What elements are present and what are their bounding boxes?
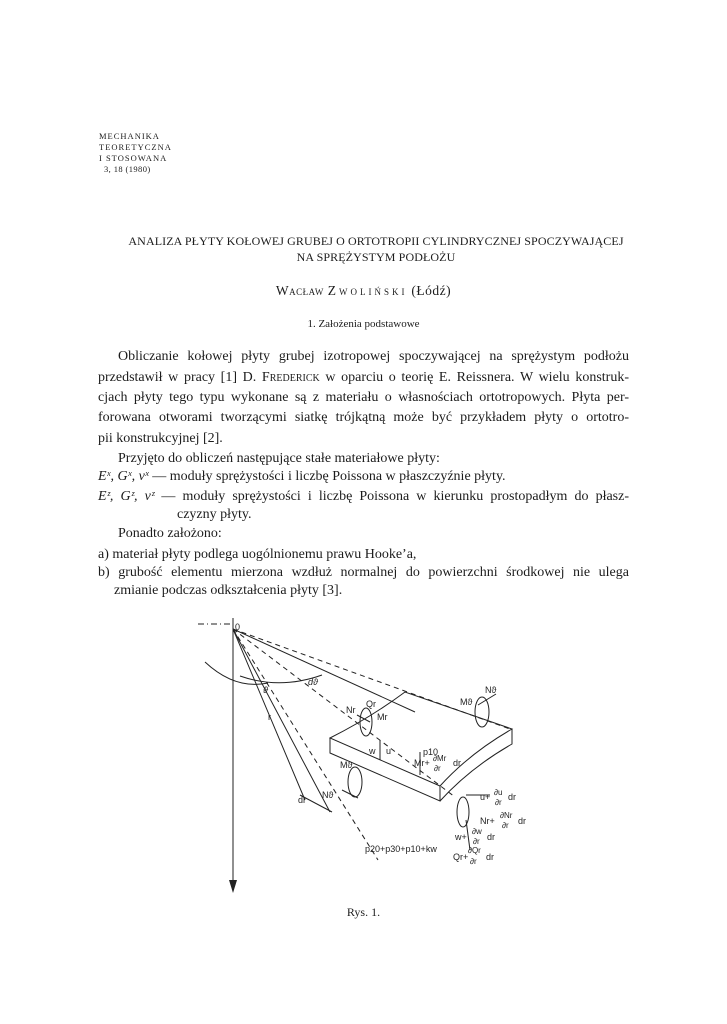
fig-dmr-den-label: ∂r <box>434 764 441 773</box>
fig-r-label: r <box>268 712 271 722</box>
title-line-1: ANALIZA PŁYTY KOŁOWEJ GRUBEJ O ORTOTROPII CYLINDRYCZNEJ SPOCZYWAJĄCEJ <box>128 234 624 248</box>
p1-l2-a: przedstawił w pracy [1] D. <box>98 370 262 385</box>
force-nr <box>357 715 370 722</box>
fig-mr-plus-label: Mr+ <box>414 758 430 768</box>
fig-du-label: ∂u <box>494 788 503 797</box>
author-last-name: Zwoliński <box>327 283 408 298</box>
fig-nt-right-label: Nϑ <box>485 685 497 695</box>
paragraph-1-line-5: pii konstrukcyjnej [2]. <box>98 431 223 446</box>
fig-dnr-den-label: ∂r <box>502 821 509 830</box>
moment-mt-left-loop <box>348 767 362 797</box>
definition-2-cont: czyzny płyty. <box>177 507 252 522</box>
fig-dqr-den-label: ∂r <box>470 857 477 866</box>
fig-theta-label: ϑ <box>263 685 268 695</box>
fig-dqr-suffix: dr <box>486 852 495 862</box>
fig-du-suffix: dr <box>508 792 517 802</box>
cited-author: Frederick <box>261 370 320 385</box>
paragraph-1-line-4: forowana otworami tworzącymi siatkę trójkątną może być przykładem płyty o ortotro- <box>98 410 629 425</box>
paragraph-1-line-1: Obliczanie kołowej płyty grubej izotropowej spoczywającej na sprężystym podłożu <box>118 349 629 364</box>
section-heading: 1. Założenia podstawowe <box>307 318 420 330</box>
paragraph-2: Przyjęto do obliczeń następujące stałe materiałowe płyty: <box>118 451 440 466</box>
list-item-b-line-2: zmianie podczas odkształcenia płyty [3]. <box>114 583 343 598</box>
fig-dmr-suffix: dr <box>453 758 462 768</box>
fig-nr-label: Nr <box>346 705 356 715</box>
fig-w-plus-label: w+ <box>455 832 467 842</box>
def2-text: — moduły sprężystości i liczbę Poissona w kierunku prostopadłym do płasz- <box>154 489 630 504</box>
force-nt-left <box>342 790 358 798</box>
fig-mt-left-label: Mϑ <box>340 760 353 770</box>
paragraph-3: Ponadto założono: <box>118 526 222 541</box>
def1-text: — moduły sprężystości i liczbę Poissona w płaszczyźnie płyty. <box>148 469 506 484</box>
fig-dw-den-label: ∂r <box>473 837 480 846</box>
journal-name-1: MECHANIKA <box>99 131 160 141</box>
fig-nt-left-label: Nϑ <box>322 790 334 800</box>
journal-issue: 3, 18 (1980) <box>104 164 151 174</box>
fig-dr-label: dr <box>298 795 307 805</box>
journal-name-3: I STOSOWANA <box>99 153 168 163</box>
force-nt-right <box>478 694 496 705</box>
fig-dnr-suffix: dr <box>518 816 527 826</box>
radius-dashed-2 <box>233 629 455 797</box>
fig-p10-label: p10 <box>423 747 439 757</box>
fig-u-plus-label: u+ <box>480 792 491 802</box>
fig-load-label: p20+p30+p10+kw <box>365 844 437 854</box>
moment-mr-plus-loop <box>457 797 469 827</box>
fig-dw-suffix: dr <box>487 832 496 842</box>
def2-symbols: Eᶻ, Gᶻ, νᶻ <box>98 489 155 504</box>
fig-dw-label: ∂w <box>472 827 482 836</box>
def1-symbols: Eˣ, Gˣ, νˣ <box>98 469 149 484</box>
fig-w-label: w <box>369 746 376 756</box>
author-first-name: Wacław <box>275 283 324 298</box>
title-line-2: NA SPRĘŻYSTYM PODŁOŻU <box>296 250 456 264</box>
radius-line-right <box>233 629 415 712</box>
axis-arrowhead <box>229 880 237 893</box>
fig-du-den-label: ∂r <box>495 798 502 807</box>
radius-dashed-3 <box>233 629 378 860</box>
radius-line-left <box>233 629 330 812</box>
figure-caption: Rys. 1. <box>346 905 381 919</box>
author-affiliation: (Łódź) <box>411 283 452 298</box>
fig-dnr-label: ∂Nr <box>500 811 513 820</box>
moment-mt-right-loop <box>475 697 489 727</box>
list-item-a: a) materiał płyty podlega uogólnionemu prawu Hooke’a, <box>98 547 417 562</box>
fig-nr-plus-label: Nr+ <box>480 816 495 826</box>
plate-top-face <box>330 692 512 786</box>
fig-qr-plus-label: Qr+ <box>453 852 469 862</box>
fig-dmr-label: ∂Mr <box>433 754 447 763</box>
list-item-b-line-1: b) grubość elementu mierzona wzdłuż normalnej do powierzchni środkowej nie ulega <box>98 565 629 580</box>
fig-u-label: u <box>386 746 392 756</box>
fig-qr-label: Qr <box>366 699 376 709</box>
paragraph-1-line-3: cjach płyty tego typu wykonane są z materiału o własnościach ortotropowych. Płyta per- <box>98 390 629 405</box>
p1-l2-b: w oparciu o teorię E. Reissnera. W wielu konstruk- <box>319 370 629 385</box>
journal-name-2: TEORETYCZNA <box>99 142 172 152</box>
fig-mr-label: Mr <box>377 712 388 722</box>
fig-dqr-label: ∂Qr <box>468 846 481 855</box>
fig-origin-label: 0 <box>235 622 241 632</box>
fig-dtheta-label: dϑ <box>308 677 318 687</box>
fig-mt-right-label: Mϑ <box>460 697 473 707</box>
moment-mr-loop <box>360 708 372 736</box>
